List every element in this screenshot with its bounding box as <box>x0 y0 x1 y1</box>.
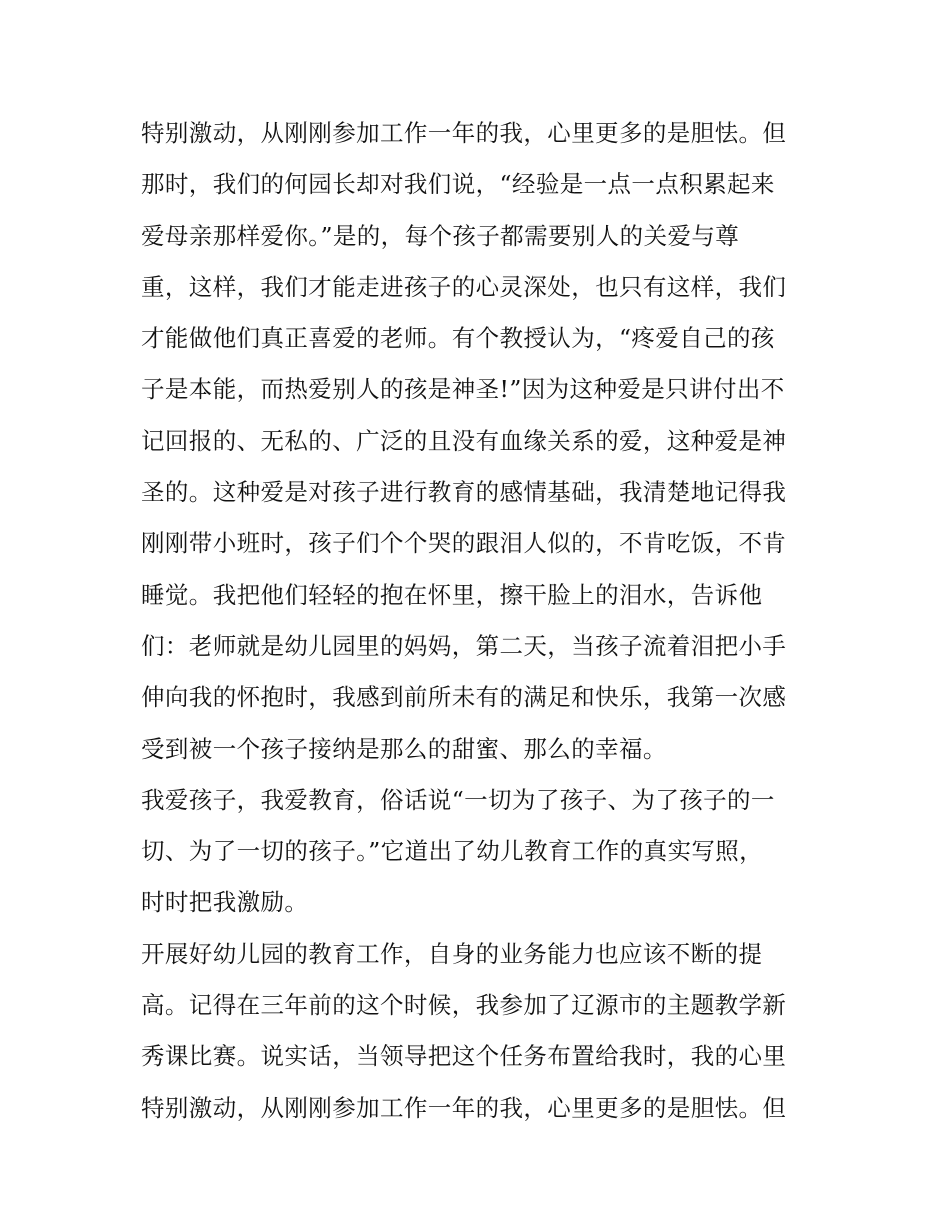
text-line: 受到被一个孩子接纳是那么的甜蜜、那么的幸福。 <box>141 734 667 763</box>
text-line: 我爱孩子，我爱教育，俗话说“一切为了孩子、为了孩子的一 <box>141 785 775 814</box>
text-line: 那时，我们的何园长却对我们说，“经验是一点一点积累起来 <box>141 170 775 199</box>
text-line: 记回报的、无私的、广泛的且没有血缘关系的爱，这种爱是神 <box>141 426 787 455</box>
text-line: 才能做他们真正喜爱的老师。有个教授认为，“疼爱自己的孩 <box>141 324 775 353</box>
text-line: 秀课比赛。说实话，当领导把这个任务布置给我时，我的心里 <box>141 1042 787 1071</box>
body-text <box>141 108 841 1134</box>
text-line: 切、为了一切的孩子。”它道出了幼儿教育工作的真实写照， <box>141 837 764 866</box>
text-line: 特别激动，从刚刚参加工作一年的我，心里更多的是胆怯。但 <box>141 1093 787 1122</box>
text-line: 圣的。这种爱是对孩子进行教育的感情基础，我清楚地记得我 <box>141 478 787 507</box>
text-line: 时时把我激励。 <box>141 888 309 917</box>
text-line: 子是本能，而热爱别人的孩是神圣!”因为这种爱是只讲付出不 <box>141 375 785 404</box>
text-line: 伸向我的怀抱时，我感到前所未有的满足和快乐，我第一次感 <box>141 683 787 712</box>
text-line: 爱母亲那样爱你。”是的，每个孩子都需要别人的关爱与尊 <box>141 221 740 250</box>
text-line: 高。记得在三年前的这个时候，我参加了辽源市的主题教学新 <box>141 991 787 1020</box>
text-line: 开展好幼儿园的教育工作，自身的业务能力也应该不断的提 <box>141 939 763 968</box>
text-line: 刚刚带小班时，孩子们个个哭的跟泪人似的，不肯吃饭，不肯 <box>141 529 787 558</box>
text-line: 睡觉。我把他们轻轻的抱在怀里，擦干脸上的泪水，告诉他 <box>141 580 763 609</box>
text-line: 们：老师就是幼儿园里的妈妈，第二天，当孩子流着泪把小手 <box>141 631 787 660</box>
text-line: 重，这样，我们才能走进孩子的心灵深处，也只有这样，我们 <box>141 272 787 301</box>
text-line: 特别激动，从刚刚参加工作一年的我，心里更多的是胆怯。但 <box>141 119 787 147</box>
